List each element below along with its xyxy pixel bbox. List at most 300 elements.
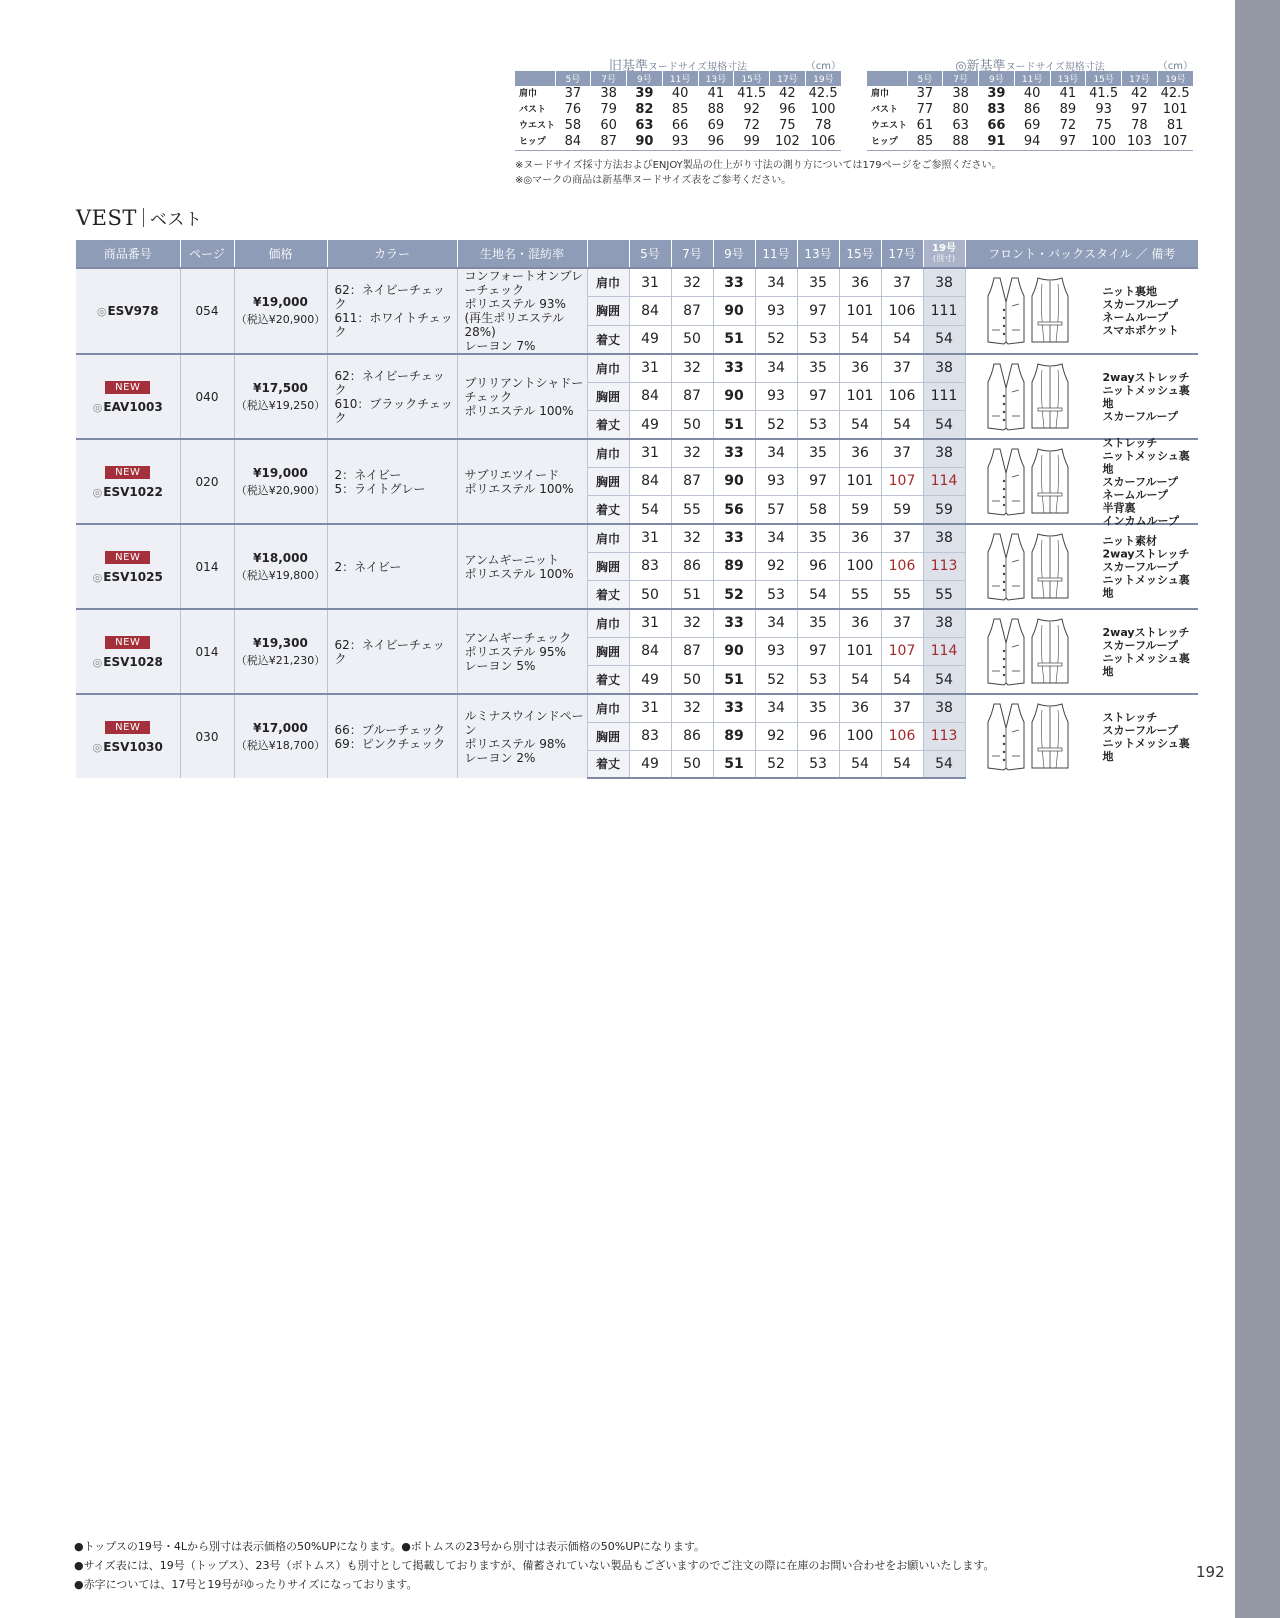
style-illustration xyxy=(966,436,1199,527)
vest-back-icon xyxy=(1030,276,1070,346)
vest-illustrations xyxy=(966,702,1070,772)
footer-line: ●トップスの19号・4Lから別寸は表示価格の50%UPになります。●ボトムスの23号から別寸は表示価格の50%UPになります。 xyxy=(74,1540,706,1553)
size-value: 55 xyxy=(671,496,713,524)
size-value: 38 xyxy=(923,268,965,297)
size-value: 31 xyxy=(629,268,671,297)
nude-cell: 69 xyxy=(1023,118,1041,133)
nude-cell: 41.5 xyxy=(737,86,767,101)
size-value: 106 xyxy=(881,297,923,326)
nude-cell: 100 xyxy=(1086,134,1122,151)
remark-item: スカーフループ xyxy=(1102,475,1178,488)
nude-cell: 39 xyxy=(987,86,1006,101)
size-value: 54 xyxy=(881,325,923,354)
nude-cell: 41.5 xyxy=(1089,86,1119,101)
size-value: 54 xyxy=(881,666,923,694)
fabric-line: ポリエステル 95% xyxy=(464,644,566,659)
size-value: 32 xyxy=(671,268,713,297)
size-value: 54 xyxy=(923,411,965,439)
vest-illustrations xyxy=(966,617,1070,687)
table-row xyxy=(76,439,1198,467)
product-code xyxy=(76,304,180,318)
remark-item: ネームループ xyxy=(1102,488,1168,501)
nude-cell: 90 xyxy=(627,134,663,151)
nude-row-label: 肩巾 xyxy=(871,89,890,99)
new-table-title: ◎新基準ヌードサイズ規格寸法 （cm） xyxy=(955,59,1193,74)
remark-item: ニットメッシュ裏地 xyxy=(1102,651,1190,678)
size-value: 107 xyxy=(881,637,923,665)
nude-cell: 99 xyxy=(734,134,770,151)
nude-cell: 101 xyxy=(1162,102,1188,117)
nude-cell: 60 xyxy=(600,118,617,133)
size-value: 31 xyxy=(629,524,671,552)
price: ¥17,500 xyxy=(253,380,308,395)
size-value: 54 xyxy=(923,325,965,354)
remarks xyxy=(1103,534,1199,599)
nude-cell: 63 xyxy=(952,118,969,133)
size-value: 54 xyxy=(839,666,881,694)
nude-row xyxy=(867,86,1193,102)
nude-row xyxy=(515,102,841,118)
price-with-tax: （税込¥21,230） xyxy=(235,653,326,667)
nude-header-cell: 19号 xyxy=(805,71,841,86)
new-badge: NEW xyxy=(105,381,150,394)
remark-item: インカムループ xyxy=(1102,514,1179,527)
size-value: 90 xyxy=(713,297,755,326)
nude-header-cell: 17号 xyxy=(770,71,806,86)
nude-cell: 85 xyxy=(907,134,943,151)
size-value: 32 xyxy=(671,609,713,637)
nude-header-row xyxy=(867,71,1193,86)
remark-item: ニット裏地 xyxy=(1102,285,1158,298)
nude-cell: 75 xyxy=(1095,118,1112,133)
fabric-line: サブリエツイード xyxy=(464,467,560,482)
size-value: 32 xyxy=(671,354,713,382)
nude-cell: 84 xyxy=(555,134,591,151)
header-cell: 11号 xyxy=(755,240,797,268)
heading-divider xyxy=(143,208,144,227)
size-value: 31 xyxy=(629,354,671,382)
color-option: 611：ホワイトチェック xyxy=(334,311,453,339)
size-value: 92 xyxy=(755,552,797,580)
size-value: 35 xyxy=(797,609,839,637)
remark-item: ニットメッシュ裏地 xyxy=(1102,736,1190,763)
dimension-label: 着丈 xyxy=(587,325,629,354)
size-value: 55 xyxy=(839,581,881,609)
size-value: 37 xyxy=(881,439,923,467)
nude-cell: 78 xyxy=(814,118,832,133)
size-value: 54 xyxy=(629,496,671,524)
remark-item: 2wayストレッチ xyxy=(1102,547,1190,560)
dimension-label: 着丈 xyxy=(587,581,629,609)
price-cell xyxy=(234,609,327,694)
nude-cell: 42.5 xyxy=(1160,86,1190,101)
size-value: 101 xyxy=(839,467,881,495)
nude-header-cell: 7号 xyxy=(591,71,627,86)
size-value: 49 xyxy=(629,750,671,778)
product-code-text: ESV1030 xyxy=(103,740,163,754)
size-value: 97 xyxy=(797,382,839,410)
dimension-label: 着丈 xyxy=(587,750,629,778)
nude-cell: 69 xyxy=(707,118,725,133)
header-cell: ページ xyxy=(180,240,234,268)
product-code xyxy=(76,485,180,499)
size-value: 51 xyxy=(713,411,755,439)
price-cell xyxy=(234,694,327,778)
new-standard-mark: ◎ xyxy=(96,305,107,318)
size-value: 31 xyxy=(629,694,671,722)
color-option: 2：ネイビー xyxy=(334,467,402,482)
nude-row-label: バスト xyxy=(871,105,899,115)
remark-item: 2wayストレッチ xyxy=(1102,370,1190,384)
size-value: 83 xyxy=(629,552,671,580)
nude-cell: 93 xyxy=(662,134,698,151)
nude-cell: 72 xyxy=(743,118,760,133)
size-value: 37 xyxy=(881,268,923,297)
product-code-cell xyxy=(76,354,180,439)
header-cell: 7号 xyxy=(671,240,713,268)
size-value: 93 xyxy=(755,297,797,326)
size-value: 52 xyxy=(755,666,797,694)
remark-item: ニットメッシュ裏地 xyxy=(1102,383,1190,410)
remark-item: ニットメッシュ裏地 xyxy=(1102,449,1190,475)
price: ¥19,300 xyxy=(253,635,308,650)
nude-header-row xyxy=(515,71,841,86)
header-cell: 13号 xyxy=(797,240,839,268)
nude-header-cell: 15号 xyxy=(734,71,770,86)
nude-cell: 80 xyxy=(952,102,969,117)
size-value: 89 xyxy=(713,722,755,750)
table-row xyxy=(76,354,1198,382)
nude-cell: 92 xyxy=(743,102,760,117)
size-value: 51 xyxy=(713,750,755,778)
vest-illustrations xyxy=(966,362,1070,432)
remark-item: 2wayストレッチ xyxy=(1102,625,1190,639)
color-cell xyxy=(327,524,457,609)
size-value: 54 xyxy=(881,750,923,778)
size-value: 37 xyxy=(881,694,923,722)
nude-header-cell: 13号 xyxy=(1050,71,1086,86)
size-value: 50 xyxy=(671,325,713,354)
size-value: 113 xyxy=(923,722,965,750)
vest-front-icon xyxy=(986,447,1026,517)
vest-front-icon xyxy=(986,276,1026,346)
new-badge: NEW xyxy=(105,636,150,649)
remark-item: ストレッチ xyxy=(1102,710,1158,724)
fabric-cell xyxy=(457,694,587,778)
vest-front-icon xyxy=(986,362,1026,432)
size-value: 106 xyxy=(881,552,923,580)
size-value: 34 xyxy=(755,609,797,637)
dimension-label: 胸囲 xyxy=(587,297,629,326)
nude-cell: 66 xyxy=(671,118,689,133)
style-cell xyxy=(965,694,1198,778)
size-value: 97 xyxy=(797,297,839,326)
size-value: 32 xyxy=(671,694,713,722)
size-value: 33 xyxy=(713,609,755,637)
size-value: 114 xyxy=(923,637,965,665)
style-illustration xyxy=(966,355,1199,438)
vest-back-icon xyxy=(1030,702,1070,772)
size-value: 96 xyxy=(797,722,839,750)
nude-cell: 58 xyxy=(564,118,582,133)
nude-cell: 88 xyxy=(707,102,725,117)
fabric-line: レーヨン 7% xyxy=(464,339,536,353)
style-cell xyxy=(965,609,1198,694)
remark-item: スカーフループ xyxy=(1102,560,1178,573)
price-with-tax: （税込¥20,900） xyxy=(235,483,326,497)
size-value: 100 xyxy=(839,552,881,580)
size-value: 87 xyxy=(671,382,713,410)
nude-cell: 61 xyxy=(916,118,934,133)
product-code xyxy=(76,740,180,754)
nude-cell: 77 xyxy=(916,102,934,117)
table-header-row xyxy=(76,240,1198,268)
dimension-label: 肩巾 xyxy=(587,354,629,382)
nude-cell: 76 xyxy=(564,102,582,117)
color-option: 5：ライトグレー xyxy=(334,481,426,496)
vest-illustrations xyxy=(966,447,1070,517)
fabric-line: ポリエステル 100% xyxy=(464,566,574,581)
fabric-cell xyxy=(457,354,587,439)
nude-cell: 72 xyxy=(1059,118,1077,133)
nude-cell: 39 xyxy=(635,86,654,101)
side-stripe xyxy=(1235,0,1280,1618)
fabric-line: レーヨン 2% xyxy=(464,750,536,765)
nude-header-cell: 17号 xyxy=(1122,71,1158,86)
nude-header-cell: 11号 xyxy=(662,71,698,86)
vest-back-icon xyxy=(1030,617,1070,687)
new-standard-mark: ◎ xyxy=(92,486,103,499)
size-value: 86 xyxy=(671,722,713,750)
color-cell xyxy=(327,354,457,439)
size-value: 50 xyxy=(671,666,713,694)
style-cell xyxy=(965,354,1198,439)
vest-back-icon xyxy=(1030,532,1070,602)
color-option: 69：ピンクチェック xyxy=(334,736,446,751)
size-value: 59 xyxy=(923,496,965,524)
product-code xyxy=(76,400,180,414)
vest-back-icon xyxy=(1030,447,1070,517)
nude-row-label: 肩巾 xyxy=(519,89,538,99)
size-value: 84 xyxy=(629,637,671,665)
size-value: 53 xyxy=(755,581,797,609)
size-value: 111 xyxy=(923,382,965,410)
size-value: 83 xyxy=(629,722,671,750)
nude-cell: 82 xyxy=(635,102,654,117)
price-with-tax: （税込¥19,250） xyxy=(235,398,326,412)
old-nude-size-table xyxy=(515,55,841,151)
product-code-cell xyxy=(76,694,180,778)
size-value: 49 xyxy=(629,325,671,354)
size-value: 89 xyxy=(713,552,755,580)
remarks xyxy=(1103,371,1199,423)
size-value: 54 xyxy=(839,750,881,778)
section-heading: VEST ベスト xyxy=(76,206,203,230)
nude-cell: 89 xyxy=(1059,102,1077,117)
fabric-cell xyxy=(457,609,587,694)
nude-cell: 91 xyxy=(979,134,1015,151)
size-value: 35 xyxy=(797,694,839,722)
nude-cell: 40 xyxy=(671,86,689,101)
page-number: 192 xyxy=(1196,1563,1225,1581)
size-value: 52 xyxy=(755,750,797,778)
table-row xyxy=(76,694,1198,722)
catalog-page-cell: 020 xyxy=(180,439,234,524)
nude-header-cell: 9号 xyxy=(979,71,1015,86)
nude-cell: 41 xyxy=(707,86,725,101)
header-cell: カラー xyxy=(327,240,457,268)
nude-row xyxy=(867,102,1193,118)
size-value: 113 xyxy=(923,552,965,580)
price: ¥19,000 xyxy=(253,465,308,480)
nude-cell: 88 xyxy=(943,134,979,151)
dimension-label: 肩巾 xyxy=(587,524,629,552)
color-option: 62：ネイビーチェック xyxy=(334,368,445,397)
size-value: 38 xyxy=(923,524,965,552)
color-cell xyxy=(327,609,457,694)
size-value: 37 xyxy=(881,609,923,637)
nude-cell: 93 xyxy=(1095,102,1112,117)
new-badge: NEW xyxy=(105,551,150,564)
product-code-text: ESV978 xyxy=(107,304,159,318)
note-line: ※◎マークの商品は新基準ヌードサイズ表をご参考ください。 xyxy=(515,175,792,186)
header-cell: フロント・バックスタイル ／ 備考 xyxy=(965,240,1198,268)
size-value: 93 xyxy=(755,467,797,495)
color-option: 62：ネイビーチェック xyxy=(334,283,445,311)
size-value: 52 xyxy=(755,411,797,439)
table-row xyxy=(76,268,1198,297)
nude-header-cell: 5号 xyxy=(555,71,591,86)
size-value: 55 xyxy=(923,581,965,609)
size-value: 111 xyxy=(923,297,965,326)
size-value: 59 xyxy=(881,496,923,524)
size-value: 49 xyxy=(629,666,671,694)
nude-cell: 97 xyxy=(1050,134,1086,151)
header-cell: 商品番号 xyxy=(76,240,180,268)
dimension-label: 肩巾 xyxy=(587,609,629,637)
style-cell xyxy=(965,524,1198,609)
vest-illustrations xyxy=(966,532,1070,602)
nude-header-cell: 5号 xyxy=(907,71,943,86)
nude-header-cell: 19号 xyxy=(1157,71,1193,86)
color-cell xyxy=(327,268,457,354)
header-cell: 生地名・混紡率 xyxy=(457,240,587,268)
fabric-line: ポリエステル 98% xyxy=(464,736,566,751)
product-code-cell xyxy=(76,439,180,524)
size-value: 100 xyxy=(839,722,881,750)
style-cell xyxy=(965,268,1198,354)
size-value: 50 xyxy=(671,411,713,439)
nude-header-cell: 13号 xyxy=(698,71,734,86)
size-value: 107 xyxy=(881,467,923,495)
price-with-tax: （税込¥20,900） xyxy=(235,313,326,326)
nude-cell: 41 xyxy=(1059,86,1077,101)
fabric-line: ポリエステル 93% xyxy=(464,297,566,311)
product-code xyxy=(76,570,180,584)
price-with-tax: （税込¥18,700） xyxy=(235,738,326,752)
dimension-label: 着丈 xyxy=(587,666,629,694)
size-value: 57 xyxy=(755,496,797,524)
nude-cell: 75 xyxy=(779,118,796,133)
nude-row xyxy=(515,118,841,134)
dimension-label: 胸囲 xyxy=(587,552,629,580)
size-value: 90 xyxy=(713,637,755,665)
header-cell: 17号 xyxy=(881,240,923,268)
style-illustration xyxy=(966,525,1199,608)
size-value: 34 xyxy=(755,694,797,722)
product-code-text: ESV1022 xyxy=(103,485,163,499)
price-cell xyxy=(234,524,327,609)
size-value: 106 xyxy=(881,722,923,750)
size-value: 51 xyxy=(713,666,755,694)
header-cell: 9号 xyxy=(713,240,755,268)
size-value: 34 xyxy=(755,354,797,382)
size-value: 53 xyxy=(797,666,839,694)
new-badge: NEW xyxy=(105,466,150,479)
style-cell xyxy=(965,436,1198,527)
size-value: 106 xyxy=(881,382,923,410)
price: ¥18,000 xyxy=(253,550,308,565)
size-value: 53 xyxy=(797,325,839,354)
fabric-cell xyxy=(457,268,587,354)
color-option: 610：ブラックチェック xyxy=(334,396,453,425)
size-value: 93 xyxy=(755,637,797,665)
fabric-line: レーヨン 5% xyxy=(464,658,536,673)
vest-back-icon xyxy=(1030,362,1070,432)
size-value: 114 xyxy=(923,467,965,495)
size-value: 84 xyxy=(629,382,671,410)
product-code-cell xyxy=(76,268,180,354)
size-value: 38 xyxy=(923,354,965,382)
size-value: 84 xyxy=(629,467,671,495)
remarks xyxy=(1103,711,1199,763)
product-code-text: ESV1028 xyxy=(103,655,163,669)
nude-cell: 78 xyxy=(1131,118,1148,133)
size-notes xyxy=(515,158,1001,188)
price: ¥19,000 xyxy=(253,295,308,309)
color-cell xyxy=(327,694,457,778)
nude-row-label: ヒップ xyxy=(515,134,555,151)
remarks xyxy=(1103,626,1199,678)
nude-header-cell: 15号 xyxy=(1086,71,1122,86)
size-value: 54 xyxy=(839,325,881,354)
header-cell: 15号 xyxy=(839,240,881,268)
catalog-page-cell: 014 xyxy=(180,609,234,694)
nude-header-cell: 11号 xyxy=(1014,71,1050,86)
price-cell xyxy=(234,354,327,439)
price-cell xyxy=(234,268,327,354)
nude-row xyxy=(867,118,1193,134)
nude-row xyxy=(515,134,841,151)
dimension-label: 肩巾 xyxy=(587,694,629,722)
size-value: 36 xyxy=(839,354,881,382)
footer-line: ●サイズ表には、19号（トップス）、23号（ボトムス）も別寸として掲載しておりますが、備蓄されていない製品もございますのでご注文の際に在庫のお問い合わせをお願いいたします。 xyxy=(74,1559,995,1572)
size-value: 36 xyxy=(839,268,881,297)
price-with-tax: （税込¥19,800） xyxy=(235,568,326,582)
nude-cell: 106 xyxy=(805,134,841,151)
size-value: 90 xyxy=(713,382,755,410)
size-value: 87 xyxy=(671,297,713,326)
size-value: 93 xyxy=(755,382,797,410)
nude-row-label: ヒップ xyxy=(867,134,907,151)
remark-item: ニットメッシュ裏地 xyxy=(1102,573,1190,599)
nude-cell: 38 xyxy=(600,86,617,101)
size-value: 33 xyxy=(713,524,755,552)
remark-item: スカーフループ xyxy=(1102,409,1178,423)
size-value: 92 xyxy=(755,722,797,750)
footer-line: ●赤字については、17号と19号がゆったりサイズになっております。 xyxy=(74,1578,418,1591)
size-value: 101 xyxy=(839,297,881,326)
